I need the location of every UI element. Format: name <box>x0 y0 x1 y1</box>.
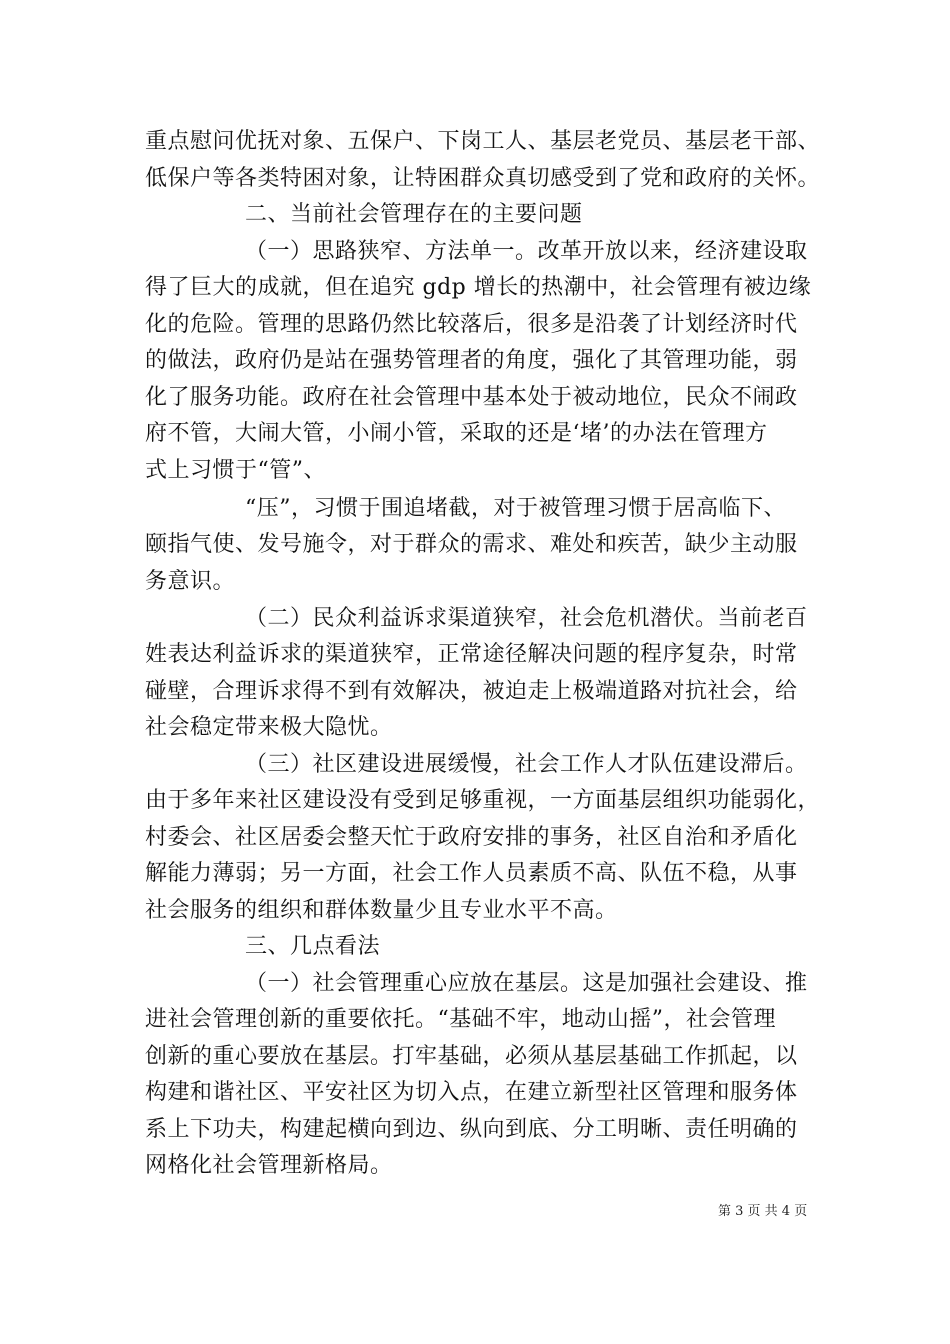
text-line: 府不管，大闹大管，小闹小管，采取的还是‘堵’的办法在管理方 <box>145 421 768 446</box>
text-line: 社会稳定带来极大隐忧。 <box>145 715 393 740</box>
text-line: “压”，习惯于围追堵截，对于被管理习惯于居高临下、 <box>245 496 786 521</box>
page-number: 第 3 页 共 4 页 <box>718 1204 808 1219</box>
text-line: 低保户等各类特困对象，让特困群众真切感受到了党和政府的关怀。 <box>145 166 821 191</box>
text-line: 构建和谐社区、平安社区为切入点，在建立新型社区管理和服务体 <box>145 1080 798 1105</box>
text-line: （一）思路狭窄、方法单一。改革开放以来，经济建设取 <box>245 239 808 264</box>
text-line: 社会服务的组织和群体数量少且专业水平不高。 <box>145 898 618 923</box>
text-line: 村委会、社区居委会整天忙于政府安排的事务，社区自治和矛盾化 <box>145 825 798 850</box>
text-line: 式上习惯于“管”、 <box>145 458 326 483</box>
text-line: （三）社区建设进展缓慢，社会工作人才队伍建设滞后。 <box>245 752 808 777</box>
text-line: 网格化社会管理新格局。 <box>145 1153 393 1178</box>
section-heading: 二、当前社会管理存在的主要问题 <box>245 202 583 227</box>
text-line: 系上下功夫，构建起横向到边、纵向到底、分工明晰、责任明确的 <box>145 1117 798 1142</box>
text-line: 进社会管理创新的重要依托。“基础不牢，地动山摇”，社会管理 <box>145 1007 776 1032</box>
text-line: 务意识。 <box>145 569 236 594</box>
text-line: 化了服务功能。政府在社会管理中基本处于被动地位，民众不闹政 <box>145 385 798 410</box>
text-line: 由于多年来社区建设没有受到足够重视，一方面基层组织功能弱化， <box>145 788 821 813</box>
text-line: 得了巨大的成就，但在追究 gdp 增长的热潮中，社会管理有被边缘 <box>145 275 812 300</box>
text-line: （二）民众利益诉求渠道狭窄，社会危机潜伏。当前老百 <box>245 606 808 631</box>
text-line: 重点慰问优抚对象、五保户、下岗工人、基层老党员、基层老干部、 <box>145 129 821 154</box>
text-line: 姓表达利益诉求的渠道狭窄，正常途径解决问题的程序复杂，时常 <box>145 642 798 667</box>
text-line: 颐指气使、发号施令，对于群众的需求、难处和疾苦，缺少主动服 <box>145 532 798 557</box>
text-line: 化的危险。管理的思路仍然比较落后，很多是沿袭了计划经济时代 <box>145 312 798 337</box>
text-line: 解能力薄弱；另一方面，社会工作人员素质不高、队伍不稳，从事 <box>145 861 798 886</box>
section-heading: 三、几点看法 <box>245 934 381 959</box>
text-line: （一）社会管理重心应放在基层。这是加强社会建设、推 <box>245 971 808 996</box>
text-line: 的做法，政府仍是站在强势管理者的角度，强化了其管理功能，弱 <box>145 348 798 373</box>
text-line: 碰壁，合理诉求得不到有效解决，被迫走上极端道路对抗社会，给 <box>145 679 798 704</box>
text-line: 创新的重心要放在基层。打牢基础，必须从基层基础工作抓起，以 <box>145 1044 798 1069</box>
